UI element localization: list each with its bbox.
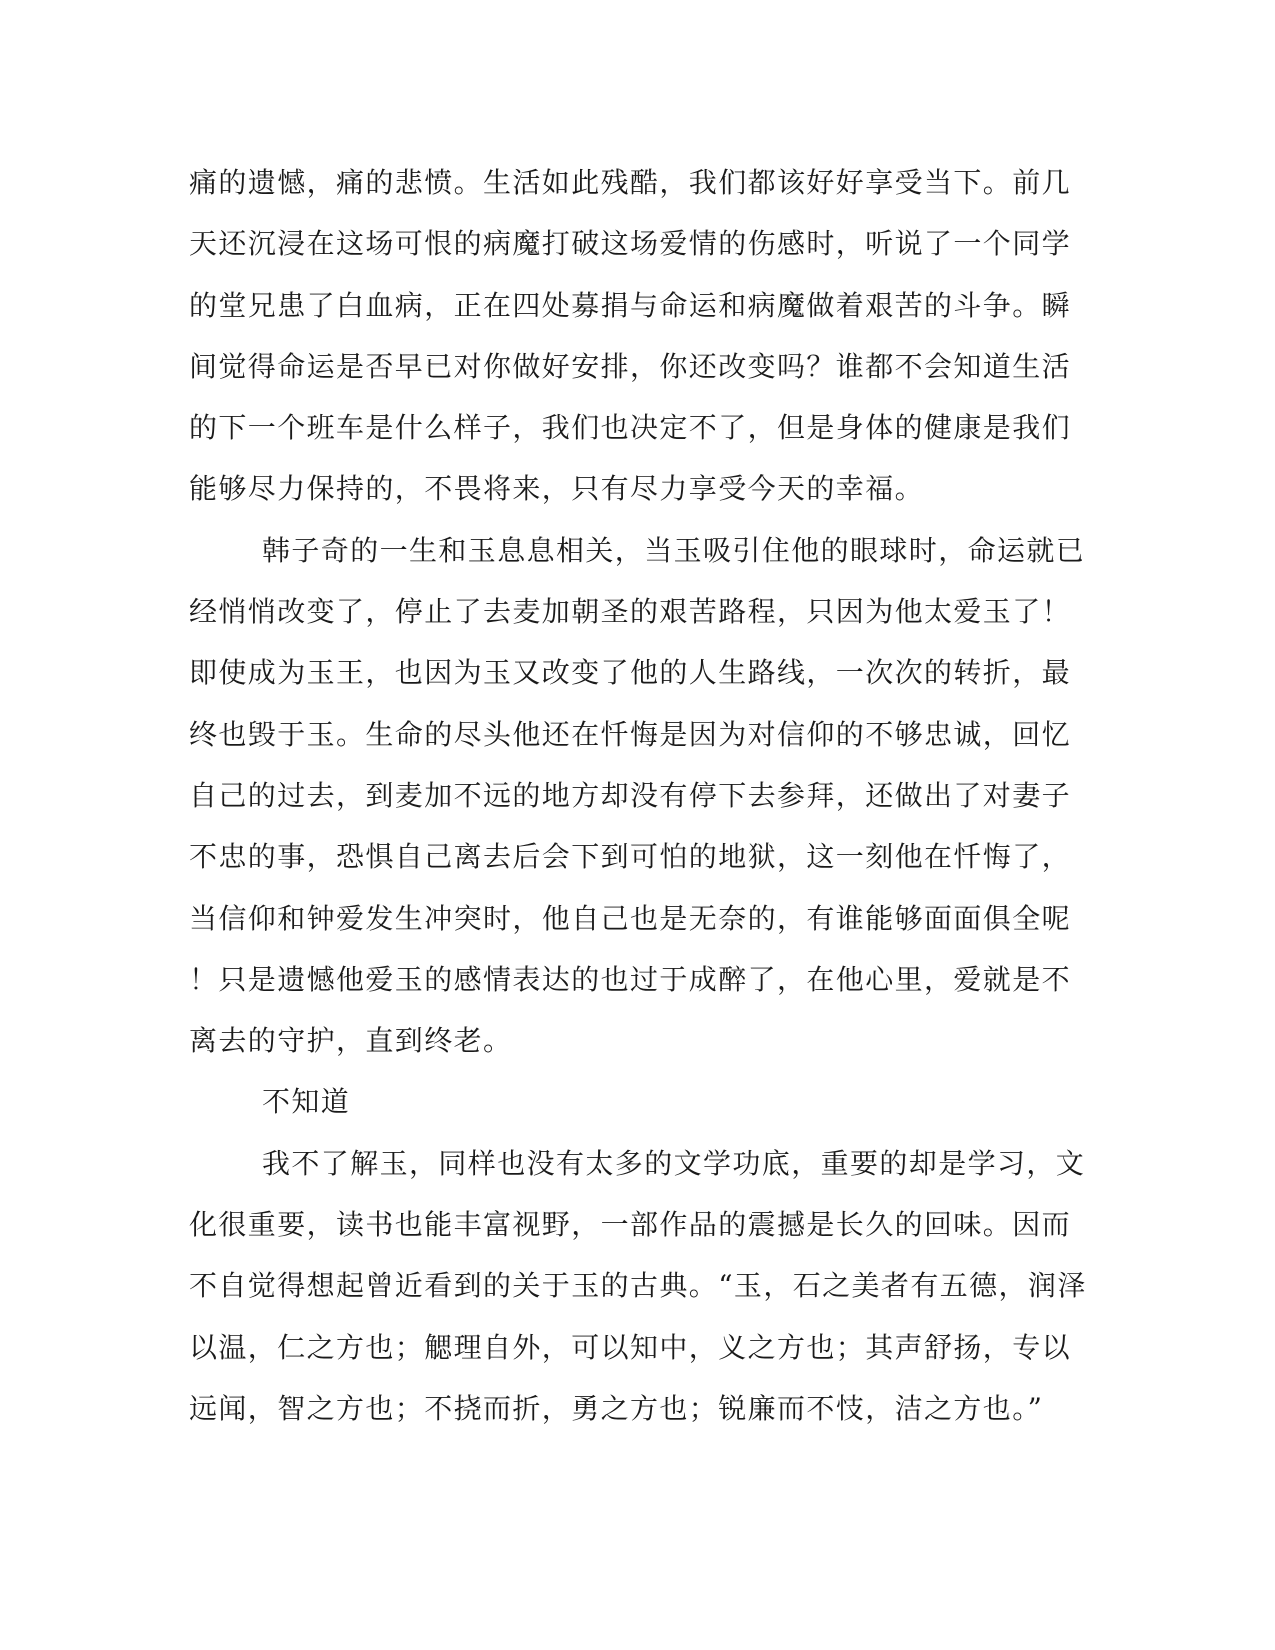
paragraph-4 [189, 1133, 1087, 1439]
text-line: 不知道 [262, 1085, 351, 1119]
paragraph-2 [189, 520, 1086, 1072]
text-line: 不忠的事，恐惧自己离去后会下到可怕的地狱，这一刻他在忏悔了， [189, 840, 1072, 874]
text-line: 天还沉浸在这场可恨的病魔打破这场爱情的伤感时，听说了一个同学 [189, 227, 1072, 261]
text-line: 化很重要，读书也能丰富视野，一部作品的震撼是长久的回味。因而 [189, 1208, 1072, 1242]
text-line: 的堂兄患了白血病，正在四处募捐与命运和病魔做着艰苦的斗争。瞬 [189, 288, 1072, 322]
text-line: 不自觉得想起曾近看到的关于玉的古典。“玉，石之美者有五德，润泽 [189, 1269, 1087, 1303]
text-line: 间觉得命运是否早已对你做好安排，你还改变吗？谁都不会知道生活 [189, 349, 1072, 383]
text-line: 即使成为玉王，也因为玉又改变了他的人生路线，一次次的转折，最 [189, 656, 1072, 690]
text-line: 能够尽力保持的，不畏将来，只有尽力享受今天的幸福。 [189, 472, 925, 506]
paragraph-1 [189, 152, 1072, 520]
paragraph-3 [189, 1071, 1069, 1132]
text-line: 以温，仁之方也；䚡理自外，可以知中，义之方也；其声舒扬，专以 [189, 1330, 1072, 1364]
text-line: 离去的守护，直到终老。 [189, 1024, 513, 1058]
text-line: ！只是遗憾他爱玉的感情表达的也过于成醉了，在他心里，爱就是不 [189, 962, 1072, 996]
text-line: 韩子奇的一生和玉息息相关，当玉吸引住他的眼球时，命运就已 [262, 533, 1086, 567]
text-line: 痛的遗憾，痛的悲愤。生活如此残酷，我们都该好好享受当下。前几 [189, 166, 1072, 199]
text-line: 远闻，智之方也；不挠而折，勇之方也；锐廉而不忮，洁之方也。” [189, 1391, 1044, 1425]
text-line: 自己的过去，到麦加不远的地方却没有停下去参拜，还做出了对妻子 [189, 778, 1072, 812]
document-body [189, 152, 1087, 1439]
text-line: 终也毁于玉。生命的尽头他还在忏悔是因为对信仰的不够忠诚，回忆 [189, 717, 1072, 751]
text-line: 当信仰和钟爱发生冲突时，他自己也是无奈的，有谁能够面面俱全呢 [189, 901, 1072, 935]
text-line: 我不了解玉，同样也没有太多的文学功底，重要的却是学习，文 [262, 1146, 1086, 1180]
text-line: 的下一个班车是什么样子，我们也决定不了，但是身体的健康是我们 [189, 411, 1072, 445]
text-line: 经悄悄改变了，停止了去麦加朝圣的艰苦路程，只因为他太爱玉了！ [189, 595, 1072, 629]
